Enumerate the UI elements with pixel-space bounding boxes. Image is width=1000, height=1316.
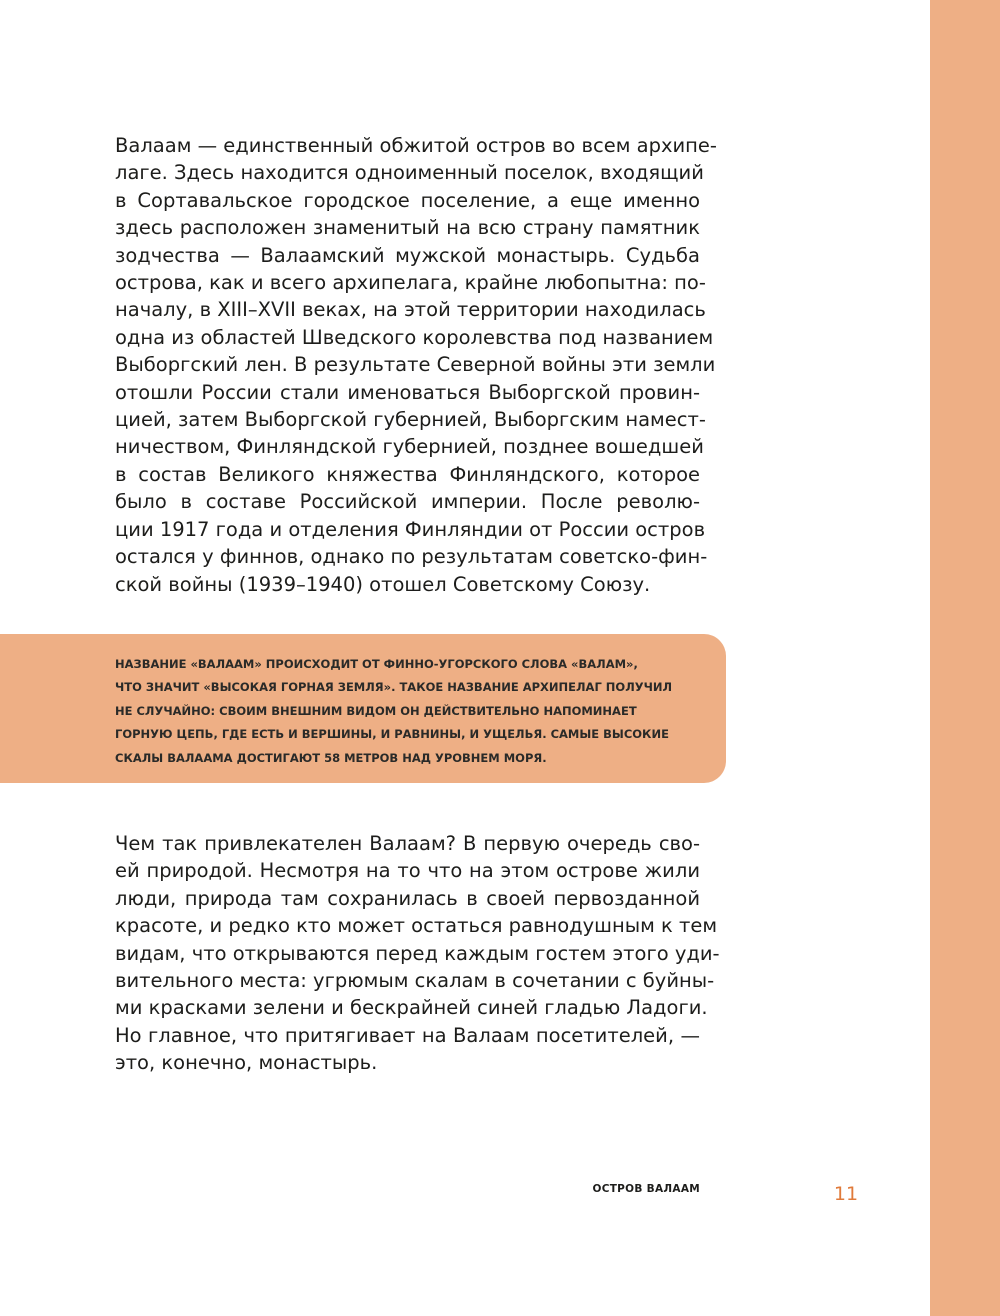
text-line: здесь расположен знаменитый на всю страну памятник — [115, 216, 700, 240]
side-accent-stripe — [930, 0, 1000, 1316]
text-line: Выборгский лен. В результате Северной войны эти земли — [115, 353, 716, 377]
text-line: Чем так привлекателен Валаам? В первую очередь сво- — [115, 832, 700, 855]
text-line: это, конечно, монастырь. — [115, 1051, 378, 1075]
text-line: видам, что открываются перед каждым гостем этого уди- — [115, 941, 720, 965]
text-line: в Сортавальское городское поселение, а еще именно — [115, 188, 700, 212]
text-line: Но главное, что притягивает на Валаам посетителей, — — [115, 1023, 700, 1047]
text-line: началу, в XIII–XVII веках, на этой территории находилась — [115, 298, 706, 322]
callout-text — [115, 653, 685, 770]
text-line: ми красками зелени и бескрайней синей гладью Ладоги. — [115, 996, 708, 1020]
body-paragraph-1 — [115, 132, 717, 598]
text-line: Валаам — единственный обжитой остров во всем архипе- — [115, 134, 717, 157]
text-line: в состав Великого княжества Финляндского, которое — [115, 462, 700, 486]
text-line: зодчества — Валаамский мужской монастырь. Судьба — [115, 243, 700, 267]
callout-line: НЕ СЛУЧАЙНО: СВОИМ ВНЕШНИМ ВИДОМ ОН ДЕЙСТВИТЕЛЬНО НАПОМИНАЕТ — [115, 703, 637, 718]
text-line: вительного места: угрюмым скалам в сочетании с буйны- — [115, 969, 715, 993]
running-head: ОСТРОВ ВАЛААМ — [592, 1183, 700, 1195]
text-line: красоте, и редко кто может остаться равнодушным к тем — [115, 914, 718, 938]
text-line: остался у финнов, однако по результатам советско-фин- — [115, 545, 708, 569]
callout-line: ГОРНУЮ ЦЕПЬ, ГДЕ ЕСТЬ И ВЕРШИНЫ, И РАВНИНЫ, И УЩЕЛЬЯ. САМЫЕ ВЫСОКИЕ — [115, 727, 669, 742]
callout-line: ЧТО ЗНАЧИТ «ВЫСОКАЯ ГОРНАЯ ЗЕМЛЯ». ТАКОЕ НАЗВАНИЕ АРХИПЕЛАГ ПОЛУЧИЛ — [115, 680, 673, 695]
text-line: люди, природа там сохранилась в своей первозданной — [115, 886, 700, 910]
text-line: ции 1917 года и отделения Финляндии от России остров — [115, 517, 706, 541]
text-line: цией, затем Выборгской губернией, Выборгским намест- — [115, 408, 706, 432]
callout-line: СКАЛЫ ВАЛААМА ДОСТИГАЮТ 58 МЕТРОВ НАД УРОВНЕМ МОРЯ. — [115, 750, 547, 765]
text-line: ничеством, Финляндской губернией, позднее вошедшей — [115, 435, 704, 459]
text-line: отошли России стали именоваться Выборгской провин- — [115, 380, 700, 404]
text-line: было в составе Российской империи. После револю- — [115, 490, 700, 514]
text-line: ей природой. Несмотря на то что на этом острове жили — [115, 859, 700, 883]
callout-line: НАЗВАНИЕ «ВАЛААМ» ПРОИСХОДИТ ОТ ФИННО-УГОРСКОГО СЛОВА «ВАЛАМ», — [115, 657, 638, 671]
page-number: 11 — [833, 1183, 859, 1205]
body-paragraph-2 — [115, 830, 720, 1077]
text-line: лаге. Здесь находится одноименный поселок, входящий — [115, 161, 704, 185]
text-line: острова, как и всего архипелага, крайне любопытна: по- — [115, 271, 706, 295]
text-line: одна из областей Шведского королевства под названием — [115, 325, 714, 349]
text-line: ской войны (1939–1940) отошел Советскому Союзу. — [115, 572, 651, 596]
